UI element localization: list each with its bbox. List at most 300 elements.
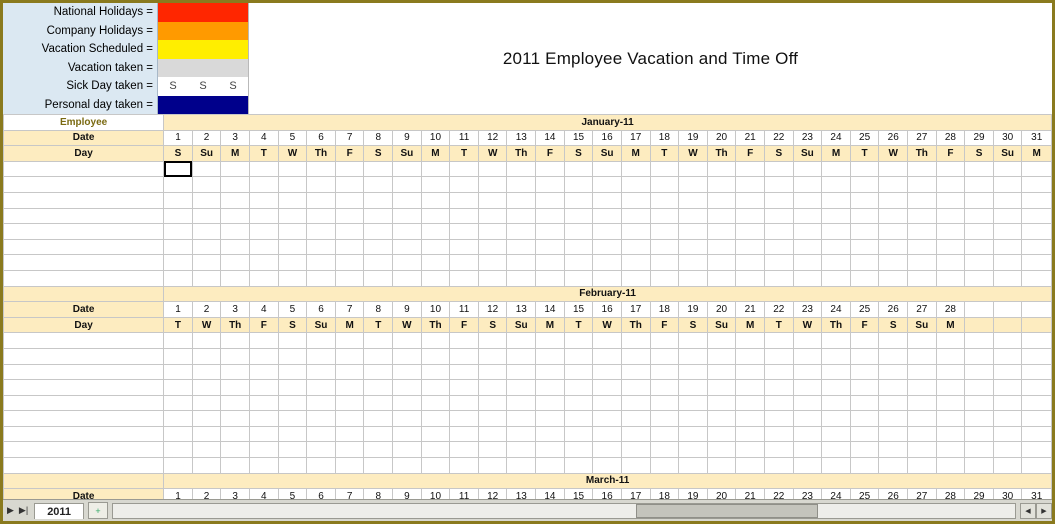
cell[interactable] — [335, 411, 364, 427]
date-cell[interactable]: 20 — [707, 130, 736, 146]
cell[interactable] — [393, 442, 422, 458]
cell[interactable] — [993, 255, 1022, 271]
cell[interactable] — [192, 255, 221, 271]
cell[interactable] — [965, 426, 994, 442]
cell[interactable] — [993, 364, 1022, 380]
cell[interactable] — [221, 411, 250, 427]
cell[interactable] — [650, 239, 679, 255]
cell[interactable] — [936, 177, 965, 193]
cell[interactable] — [1022, 224, 1052, 240]
cell[interactable] — [164, 270, 193, 286]
cell[interactable] — [879, 224, 908, 240]
cell[interactable] — [908, 426, 937, 442]
cell[interactable] — [679, 348, 708, 364]
cell[interactable] — [993, 411, 1022, 427]
cell[interactable] — [507, 395, 536, 411]
day-cell[interactable]: Su — [507, 317, 536, 333]
cell[interactable] — [621, 224, 650, 240]
cell[interactable] — [679, 411, 708, 427]
date-cell[interactable]: 30 — [993, 130, 1022, 146]
cell[interactable] — [908, 333, 937, 349]
cell[interactable] — [164, 411, 193, 427]
cell[interactable] — [793, 380, 822, 396]
cell[interactable] — [192, 333, 221, 349]
cell[interactable] — [764, 348, 793, 364]
cell[interactable] — [679, 192, 708, 208]
cell[interactable] — [507, 192, 536, 208]
cell[interactable] — [364, 395, 393, 411]
cell[interactable] — [393, 380, 422, 396]
day-cell[interactable]: M — [536, 317, 565, 333]
cell[interactable] — [250, 224, 279, 240]
cell[interactable] — [421, 208, 450, 224]
day-cell[interactable]: T — [650, 146, 679, 162]
date-cell[interactable]: 14 — [536, 489, 565, 499]
cell[interactable] — [564, 239, 593, 255]
cell[interactable] — [965, 380, 994, 396]
cell[interactable] — [621, 426, 650, 442]
employee-name-cell[interactable] — [4, 192, 164, 208]
cell[interactable] — [421, 161, 450, 177]
cell[interactable] — [736, 239, 765, 255]
cell[interactable] — [965, 161, 994, 177]
cell[interactable] — [536, 255, 565, 271]
cell[interactable] — [421, 395, 450, 411]
date-cell[interactable]: 15 — [564, 130, 593, 146]
cell[interactable] — [221, 224, 250, 240]
cell[interactable] — [1022, 442, 1052, 458]
cell[interactable] — [850, 255, 879, 271]
cell[interactable] — [221, 348, 250, 364]
cell[interactable] — [507, 426, 536, 442]
cell[interactable] — [278, 239, 307, 255]
cell[interactable] — [707, 333, 736, 349]
cell[interactable] — [478, 270, 507, 286]
cell[interactable] — [707, 177, 736, 193]
date-cell[interactable]: 8 — [364, 130, 393, 146]
cell[interactable] — [364, 224, 393, 240]
cell[interactable] — [164, 239, 193, 255]
employee-name-cell[interactable] — [4, 395, 164, 411]
cell[interactable] — [536, 458, 565, 474]
cell[interactable] — [221, 192, 250, 208]
cell[interactable] — [621, 333, 650, 349]
date-cell[interactable]: 20 — [707, 489, 736, 499]
cell[interactable] — [936, 348, 965, 364]
cell[interactable] — [965, 458, 994, 474]
cell[interactable] — [192, 458, 221, 474]
cell[interactable] — [1022, 411, 1052, 427]
cell[interactable] — [908, 411, 937, 427]
employee-name-cell[interactable] — [4, 255, 164, 271]
cell[interactable] — [593, 161, 622, 177]
cell[interactable] — [850, 270, 879, 286]
date-cell[interactable]: 17 — [621, 489, 650, 499]
cell[interactable] — [192, 177, 221, 193]
cell[interactable] — [364, 255, 393, 271]
cell[interactable] — [393, 239, 422, 255]
date-cell[interactable]: 13 — [507, 302, 536, 318]
cell[interactable] — [564, 333, 593, 349]
cell[interactable] — [278, 426, 307, 442]
cell[interactable] — [936, 333, 965, 349]
cell[interactable] — [164, 348, 193, 364]
cell[interactable] — [936, 161, 965, 177]
date-cell[interactable]: 23 — [793, 302, 822, 318]
cell[interactable] — [879, 208, 908, 224]
date-cell[interactable]: 11 — [450, 130, 479, 146]
cell[interactable] — [965, 192, 994, 208]
cell[interactable] — [564, 224, 593, 240]
cell[interactable] — [621, 239, 650, 255]
cell[interactable] — [965, 208, 994, 224]
cell[interactable] — [822, 442, 851, 458]
cell[interactable] — [421, 333, 450, 349]
cell[interactable] — [393, 411, 422, 427]
cell[interactable] — [450, 177, 479, 193]
cell[interactable] — [936, 239, 965, 255]
cell[interactable] — [478, 239, 507, 255]
cell[interactable] — [478, 458, 507, 474]
date-cell[interactable]: 16 — [593, 489, 622, 499]
cell[interactable] — [764, 380, 793, 396]
cell[interactable] — [164, 192, 193, 208]
cell[interactable] — [278, 411, 307, 427]
cell[interactable] — [879, 177, 908, 193]
cell[interactable] — [164, 208, 193, 224]
cell[interactable] — [793, 426, 822, 442]
cell[interactable] — [478, 161, 507, 177]
cell[interactable] — [307, 442, 336, 458]
cell[interactable] — [507, 442, 536, 458]
cell[interactable] — [564, 364, 593, 380]
cell[interactable] — [993, 348, 1022, 364]
cell[interactable] — [593, 411, 622, 427]
day-cell[interactable]: S — [564, 146, 593, 162]
cell[interactable] — [936, 380, 965, 396]
cell[interactable] — [879, 426, 908, 442]
cell[interactable] — [908, 395, 937, 411]
nav-next-icon[interactable]: ▶ — [7, 505, 14, 515]
day-cell[interactable]: Th — [707, 146, 736, 162]
cell[interactable] — [736, 458, 765, 474]
cell[interactable] — [536, 442, 565, 458]
cell[interactable] — [421, 348, 450, 364]
day-cell[interactable]: Su — [707, 317, 736, 333]
cell[interactable] — [335, 224, 364, 240]
date-cell[interactable]: 14 — [536, 130, 565, 146]
day-cell[interactable]: Th — [908, 146, 937, 162]
cell[interactable] — [192, 208, 221, 224]
day-cell[interactable]: Th — [822, 317, 851, 333]
cell[interactable] — [335, 426, 364, 442]
cell[interactable] — [621, 177, 650, 193]
cell[interactable] — [421, 270, 450, 286]
cell[interactable] — [822, 192, 851, 208]
cell[interactable] — [679, 239, 708, 255]
date-cell[interactable]: 24 — [822, 130, 851, 146]
date-cell[interactable]: 4 — [250, 130, 279, 146]
cell[interactable] — [221, 208, 250, 224]
date-cell[interactable]: 7 — [335, 489, 364, 499]
cell[interactable] — [650, 177, 679, 193]
cell[interactable] — [679, 208, 708, 224]
cell[interactable] — [450, 458, 479, 474]
cell[interactable] — [736, 224, 765, 240]
cell[interactable] — [450, 333, 479, 349]
cell[interactable] — [707, 239, 736, 255]
cell[interactable] — [993, 192, 1022, 208]
date-cell[interactable] — [965, 302, 994, 318]
cell[interactable] — [793, 161, 822, 177]
cell[interactable] — [650, 364, 679, 380]
date-cell[interactable]: 3 — [221, 130, 250, 146]
day-cell[interactable]: W — [278, 146, 307, 162]
horizontal-scrollbar[interactable] — [112, 503, 1016, 519]
cell[interactable] — [364, 333, 393, 349]
cell[interactable] — [1022, 364, 1052, 380]
cell[interactable] — [364, 426, 393, 442]
cell[interactable] — [822, 395, 851, 411]
cell[interactable] — [307, 364, 336, 380]
cell[interactable] — [822, 364, 851, 380]
cell[interactable] — [593, 395, 622, 411]
cell[interactable] — [679, 426, 708, 442]
day-cell[interactable]: F — [936, 146, 965, 162]
date-cell[interactable]: 13 — [507, 130, 536, 146]
cell[interactable] — [764, 255, 793, 271]
cell[interactable] — [192, 411, 221, 427]
cell[interactable] — [507, 177, 536, 193]
day-cell[interactable]: M — [335, 317, 364, 333]
cell[interactable] — [736, 177, 765, 193]
cell[interactable] — [908, 442, 937, 458]
cell[interactable] — [507, 255, 536, 271]
cell[interactable] — [993, 426, 1022, 442]
cell[interactable] — [335, 395, 364, 411]
cell[interactable] — [421, 458, 450, 474]
employee-name-cell[interactable] — [4, 380, 164, 396]
cell[interactable] — [650, 270, 679, 286]
date-cell[interactable]: 19 — [679, 130, 708, 146]
cell[interactable] — [393, 348, 422, 364]
date-cell[interactable]: 10 — [421, 130, 450, 146]
cell[interactable] — [736, 380, 765, 396]
cell[interactable] — [850, 208, 879, 224]
cell[interactable] — [478, 364, 507, 380]
cell[interactable] — [221, 442, 250, 458]
cell[interactable] — [593, 255, 622, 271]
calendar-table[interactable] — [3, 114, 1052, 499]
cell[interactable] — [965, 348, 994, 364]
cell[interactable] — [393, 255, 422, 271]
cell[interactable] — [650, 255, 679, 271]
date-cell[interactable]: 10 — [421, 489, 450, 499]
cell[interactable] — [564, 458, 593, 474]
cell[interactable] — [879, 239, 908, 255]
cell[interactable] — [1022, 255, 1052, 271]
cell[interactable] — [1022, 458, 1052, 474]
cell[interactable] — [393, 458, 422, 474]
day-cell[interactable]: F — [650, 317, 679, 333]
cell[interactable] — [507, 208, 536, 224]
cell[interactable] — [764, 426, 793, 442]
cell[interactable] — [793, 458, 822, 474]
cell[interactable] — [536, 364, 565, 380]
scroll-right-icon[interactable]: ▶ — [1036, 503, 1052, 519]
cell[interactable] — [536, 239, 565, 255]
cell[interactable] — [164, 364, 193, 380]
cell[interactable] — [793, 239, 822, 255]
cell[interactable] — [250, 255, 279, 271]
day-cell[interactable]: W — [478, 146, 507, 162]
cell[interactable] — [307, 192, 336, 208]
cell[interactable] — [650, 208, 679, 224]
day-cell[interactable]: T — [764, 317, 793, 333]
cell[interactable] — [364, 208, 393, 224]
cell[interactable] — [593, 442, 622, 458]
day-cell[interactable]: Su — [793, 146, 822, 162]
cell[interactable] — [478, 333, 507, 349]
cell[interactable] — [335, 348, 364, 364]
cell[interactable] — [879, 458, 908, 474]
cell[interactable] — [507, 270, 536, 286]
cell[interactable] — [250, 364, 279, 380]
date-cell[interactable]: 6 — [307, 302, 336, 318]
date-cell[interactable]: 2 — [192, 489, 221, 499]
cell[interactable] — [965, 442, 994, 458]
date-cell[interactable]: 12 — [478, 302, 507, 318]
cell[interactable] — [679, 270, 708, 286]
cell[interactable] — [908, 161, 937, 177]
date-cell[interactable]: 3 — [221, 489, 250, 499]
date-cell[interactable]: 28 — [936, 130, 965, 146]
cell[interactable] — [650, 395, 679, 411]
cell[interactable] — [450, 192, 479, 208]
cell[interactable] — [393, 270, 422, 286]
date-cell[interactable]: 26 — [879, 302, 908, 318]
date-cell[interactable]: 14 — [536, 302, 565, 318]
cell[interactable] — [192, 161, 221, 177]
cell[interactable] — [307, 208, 336, 224]
cell[interactable] — [364, 192, 393, 208]
cell[interactable] — [908, 192, 937, 208]
cell[interactable] — [450, 255, 479, 271]
cell[interactable] — [965, 395, 994, 411]
day-cell[interactable]: M — [221, 146, 250, 162]
cell[interactable] — [679, 177, 708, 193]
cell[interactable] — [364, 161, 393, 177]
cell[interactable] — [850, 224, 879, 240]
date-cell[interactable]: 26 — [879, 130, 908, 146]
day-cell[interactable]: T — [450, 146, 479, 162]
cell[interactable] — [393, 177, 422, 193]
cell[interactable] — [478, 348, 507, 364]
cell[interactable] — [421, 442, 450, 458]
cell[interactable] — [822, 208, 851, 224]
employee-name-cell[interactable] — [4, 348, 164, 364]
cell[interactable] — [736, 192, 765, 208]
day-cell[interactable]: S — [679, 317, 708, 333]
cell[interactable] — [621, 208, 650, 224]
cell[interactable] — [221, 458, 250, 474]
date-cell[interactable]: 2 — [192, 130, 221, 146]
day-cell[interactable]: S — [364, 146, 393, 162]
cell[interactable] — [507, 458, 536, 474]
date-cell[interactable] — [993, 302, 1022, 318]
cell[interactable] — [650, 333, 679, 349]
cell[interactable] — [1022, 208, 1052, 224]
date-cell[interactable]: 4 — [250, 302, 279, 318]
day-cell[interactable]: Th — [221, 317, 250, 333]
cell[interactable] — [421, 177, 450, 193]
cell[interactable] — [650, 161, 679, 177]
cell[interactable] — [478, 208, 507, 224]
cell[interactable] — [536, 270, 565, 286]
cell[interactable] — [478, 224, 507, 240]
date-cell[interactable]: 18 — [650, 489, 679, 499]
cell[interactable] — [679, 224, 708, 240]
cell[interactable] — [164, 442, 193, 458]
cell[interactable] — [450, 208, 479, 224]
day-cell[interactable]: Th — [421, 317, 450, 333]
date-cell[interactable]: 13 — [507, 489, 536, 499]
cell[interactable] — [250, 177, 279, 193]
cell[interactable] — [335, 380, 364, 396]
day-cell[interactable]: F — [850, 317, 879, 333]
date-cell[interactable]: 20 — [707, 302, 736, 318]
cell[interactable] — [850, 364, 879, 380]
day-cell[interactable]: M — [736, 317, 765, 333]
date-cell[interactable]: 9 — [393, 489, 422, 499]
cell[interactable] — [536, 426, 565, 442]
cell[interactable] — [621, 411, 650, 427]
cell[interactable] — [536, 177, 565, 193]
cell[interactable] — [221, 255, 250, 271]
day-cell[interactable] — [1022, 317, 1052, 333]
cell[interactable] — [965, 411, 994, 427]
date-cell[interactable]: 5 — [278, 302, 307, 318]
cell[interactable] — [335, 333, 364, 349]
day-cell[interactable]: S — [478, 317, 507, 333]
date-cell[interactable]: 15 — [564, 302, 593, 318]
employee-name-cell[interactable] — [4, 458, 164, 474]
cell[interactable] — [393, 426, 422, 442]
cell[interactable] — [507, 161, 536, 177]
cell[interactable] — [736, 364, 765, 380]
cell[interactable] — [393, 395, 422, 411]
day-cell[interactable]: Su — [593, 146, 622, 162]
cell[interactable] — [250, 426, 279, 442]
cell[interactable] — [764, 458, 793, 474]
cell[interactable] — [335, 458, 364, 474]
cell[interactable] — [564, 177, 593, 193]
cell[interactable] — [1022, 395, 1052, 411]
employee-name-cell[interactable] — [4, 333, 164, 349]
date-cell[interactable]: 2 — [192, 302, 221, 318]
cell[interactable] — [450, 364, 479, 380]
cell[interactable] — [993, 333, 1022, 349]
cell[interactable] — [936, 458, 965, 474]
cell[interactable] — [536, 380, 565, 396]
cell[interactable] — [850, 426, 879, 442]
cell[interactable] — [993, 177, 1022, 193]
cell[interactable] — [621, 348, 650, 364]
cell[interactable] — [478, 442, 507, 458]
cell[interactable] — [908, 364, 937, 380]
day-cell[interactable]: F — [736, 146, 765, 162]
sheet-nav[interactable] — [3, 505, 28, 516]
